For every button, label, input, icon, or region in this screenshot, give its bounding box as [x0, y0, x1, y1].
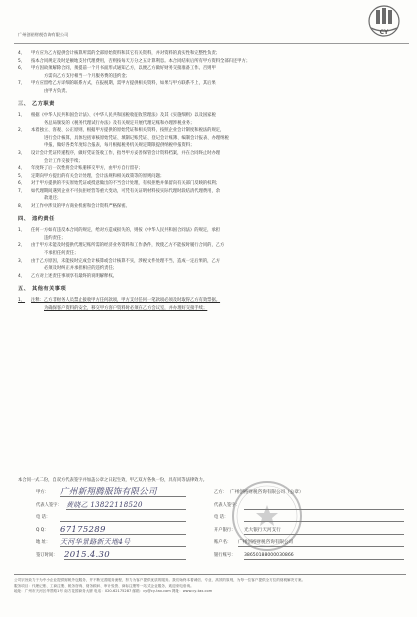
clause-line: [18, 112, 403, 120]
clause-line: [18, 273, 403, 281]
section-3-items: [18, 112, 403, 210]
clause-line: [18, 242, 403, 250]
clause-text: 甲方应为乙方提供会计核算所需的全部原始资料和其它有关资料，并对资料的真实性和完整性负责；: [31, 51, 221, 56]
clause-line: [18, 165, 403, 173]
clause-text: 为确保客户资料的安全，移交甲方客户资料时必须在乙方会议室，并办理好交接手续；: [44, 305, 208, 311]
party-a-phone[interactable]: [60, 513, 186, 522]
party-b-bank: 光大银行天河支行: [244, 526, 404, 535]
clause-number: [18, 250, 31, 258]
clause-text: 由于乙方原因，未能按时完成会计核算或会计核算不实，涉税文件处理不当，造成一定后果的，乙方: [31, 258, 221, 264]
clause-number: [18, 158, 31, 166]
clause-text: 如代理期间遇到企业不可抗拒经营等重大变动，可凭有关证明材料按实际代理时段结清代理费用，余: [31, 188, 221, 194]
clause-line: [18, 235, 403, 243]
clause-line: [18, 305, 403, 313]
party-b-phone[interactable]: [244, 513, 404, 522]
clause-number: 6、: [18, 181, 26, 187]
clause-text: 年度终了后一次性将会计账册移交甲方，由甲方自行留存；: [31, 166, 143, 172]
clause-line: [18, 150, 403, 158]
clause-text: 根据《中华人民共和国会计法》、《中华人民共和国税收征收管理法》及其《实施细则》以及国家税: [31, 113, 216, 119]
party-a-name[interactable]: 广州新翔腾服饰有限公司: [60, 488, 186, 497]
clause-text: 任何一方如有违反本合同的规定，给对方造成损失的，则按《中华人民共和国合同法》的规定，承担: [31, 228, 221, 234]
clause-text: 甲方应留给乙方详细的联系方式，在报税期，需甲方提供相关资料，如果与甲方联系不上，其后果: [31, 81, 216, 87]
clause-number: [18, 120, 31, 128]
party-b-representative[interactable]: [244, 501, 404, 510]
clause-text: 申报，做好各类年度综合报表，每月根据税务机关规定期限提供纳税申报资料；: [44, 143, 195, 149]
clause-line: [18, 258, 403, 266]
clause-number: [18, 142, 31, 150]
clause-text: 会计工作交接手续；: [44, 158, 83, 164]
section-4-heading: 四、 违约责任: [18, 216, 55, 223]
clause-number: 2、: [18, 243, 26, 249]
clause-number: 3、: [18, 151, 26, 157]
header-company-name: 广州创裕财税咨询有限公司: [18, 32, 69, 37]
clause-number: 3、: [18, 258, 26, 264]
party-b-account-name: 广州创裕财税咨询有限公司: [238, 538, 404, 547]
clause-number: 1、: [18, 228, 26, 234]
clause-text: 注释：乙方非财务人员禁止接收甲方任何款项，甲方支付任何一笔款项必须及时取得乙方有效票据。: [31, 298, 221, 304]
clause-text: 不承担任何责任；: [44, 251, 79, 257]
clause-line: [18, 142, 403, 150]
clause-number: 1、: [18, 113, 26, 119]
contract-validity-note: 本合同一式二份，自双方代表签字并加盖公章之日起生效，甲乙双方各执一份，具有同等法律效力。: [18, 478, 208, 483]
clause-number: [18, 235, 31, 243]
clause-text: 本着独立、客观、公正原则，根据甲方提供的原始凭证和相关资料，按照企业会计制度和税法的规定，: [31, 128, 225, 134]
clause-number: 7、: [18, 81, 26, 87]
clause-line: [18, 195, 403, 203]
party-b-account-number: 38650188000030866: [244, 551, 404, 560]
clause-number: 4、: [18, 166, 26, 172]
clause-line: [18, 227, 403, 235]
clause-number: [18, 305, 31, 313]
clause-text: 进行会计核算，具体包括审核原始凭证、填制记账凭证、登记会计账簿、编制会计报表、办理纳税: [44, 135, 229, 141]
clause-line: [18, 158, 403, 166]
footer-line-1: 公司宗旨致力于为中小企业提供财税外包服务，并不断完善服务流程，努力为客户提供优质的服务。我们始终本着诚信、专业、高效的原则，为每一位客户提供全方位的财税解决方案。: [14, 578, 306, 582]
clause-text: 由于甲方未能及时提供代理记账所需的经济业务资料和工作条件，致使乙方不能按时履行合同的，乙方: [31, 243, 225, 249]
clause-line: [18, 188, 403, 196]
clause-line: [18, 127, 403, 135]
clause-text: 由甲方负责。: [44, 88, 70, 94]
section-5-heading: 五、 其他有关事项: [18, 286, 67, 293]
clause-line: [18, 65, 403, 73]
clause-line: [18, 297, 403, 305]
clause-text: 必须及时纠正并承担相应的违约责任；: [44, 266, 118, 272]
clause-number: 8、: [18, 203, 26, 209]
clause-text: 务总局颁发的《税务代理试行办法》及有关规定开展代理记账和办理涉税业务；: [44, 120, 195, 126]
section-2-continued: [18, 50, 403, 95]
clause-number: [18, 88, 31, 96]
section-4-items: [18, 227, 403, 280]
clause-line: [18, 250, 403, 258]
clause-text: 定期向甲方提出的有关会计处理，会计法规和相关政策等的原则问题；: [31, 173, 165, 179]
clause-line: [18, 120, 403, 128]
clause-number: [18, 135, 31, 143]
clause-number: 1、: [18, 298, 26, 304]
clause-text: 对工作中涉及的甲方商业机密和会计资料严格保密。: [31, 203, 130, 209]
party-a-qq[interactable]: 67175289: [60, 526, 186, 535]
clause-number: 6、: [18, 66, 26, 72]
page-footer: [14, 574, 406, 595]
clause-text: 款退还；: [44, 196, 62, 202]
clause-text: 设计会计凭证传递程序，做好凭证签收工作，指导甲方妥善保管会计资料档案，并在合同终止时办理: [31, 151, 221, 157]
clause-line: [18, 265, 403, 273]
party-b-block: 乙方： 广州创裕财税咨询有限公司（公章） 代表人签字： 电 话： 开户银行： 光大银行天河支行 账户名： 广州创裕财税咨询有限公司 银行账号： 38650188000030866: [214, 487, 404, 562]
page-header: [14, 4, 409, 44]
clause-line: [18, 203, 403, 211]
clause-number: 2、: [18, 128, 26, 134]
clause-text: 方需向乙方支付相当一个月服务费的违约金；: [44, 73, 130, 79]
clause-line: [18, 88, 403, 96]
section-3-heading: 三、 乙方职责: [18, 101, 55, 108]
footer-line-2: 服务项目：代理记账、工商注册、税务咨询、财务顾问、审计验资、商标注册等一站式企业服务，欢迎来电垂询。: [14, 583, 194, 588]
party-a-block: 甲方： 广州新翔腾服饰有限公司 代表人签字： 黄晓乙 13822118520 电 话： Q Q： 67175289 地 址： 天河华景路新天地4号 签订时间： 2015.4.30: [36, 487, 186, 562]
section-5-items: [18, 297, 403, 312]
clause-number: 5、: [18, 58, 26, 64]
party-b-name: 广州创裕财税咨询有限公司（公章）: [230, 490, 304, 495]
party-a-address[interactable]: 天河华景路新天地4号: [60, 538, 186, 547]
clause-text: 违约责任；: [44, 235, 66, 241]
clause-text: 对于甲方提供的不实原始凭证或授意做出的不当会计处理，有权拒绝并保留向有关部门反映的权利；: [31, 181, 221, 187]
clause-number: 4、: [18, 273, 26, 279]
footer-line-3: 地址：广州市天河区华景路1号 南方花园商务大厦 电话：020-62175287 邮箱：cy@cy-tax.com 网址：www.cy-tax.com: [14, 589, 213, 594]
clause-text: 乙方对上述责任事项享有最终的说明解释权。: [31, 273, 117, 279]
clause-number: [18, 265, 31, 273]
clause-number: [18, 73, 31, 81]
company-logo-icon: [365, 4, 403, 42]
clause-line: [18, 80, 403, 88]
clause-line: [18, 58, 403, 66]
clause-text: 按本合同规定及时足额地支付代理费用，否则按每天万分之五计算利息。本合同结束后所有甲方资料全部归还甲方；: [31, 58, 251, 64]
clause-number: 4、: [18, 51, 26, 56]
party-a-sign-date[interactable]: 2015.4.30: [64, 551, 186, 560]
clause-line: [18, 173, 403, 181]
clause-line: [18, 50, 403, 58]
clause-line: [18, 135, 403, 143]
clause-number: [18, 195, 31, 203]
clause-number: 5、: [18, 173, 26, 179]
clause-line: [18, 73, 403, 81]
contract-body: [18, 50, 403, 312]
clause-number: 7、: [18, 188, 26, 194]
clause-line: [18, 180, 403, 188]
logo-text: CY: [379, 29, 389, 36]
party-a-representative[interactable]: 黄晓乙 13822118520: [66, 501, 186, 510]
clause-text: 甲方因故须解除合同，须提前一个月书面形式通知乙方，以便乙方做好财务交接准备工作。否则甲: [31, 66, 216, 72]
